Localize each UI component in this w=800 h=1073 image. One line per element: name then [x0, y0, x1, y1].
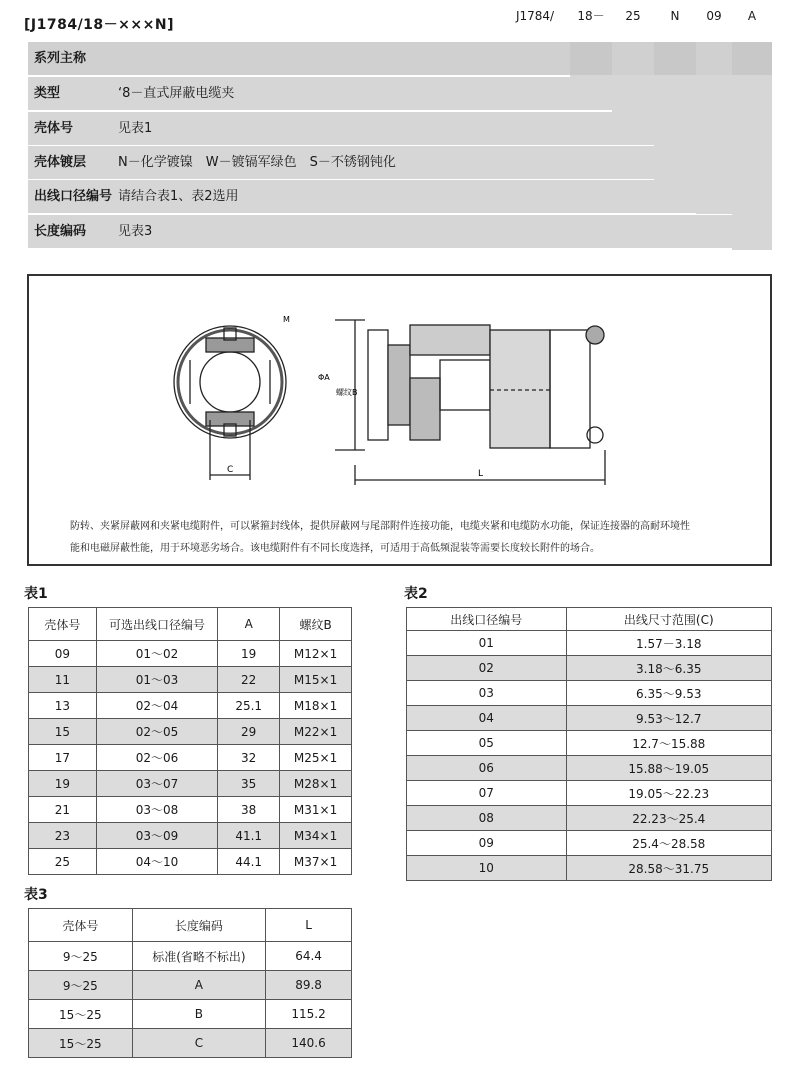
table-cell: 25.1 [218, 693, 280, 719]
dim-label-b: 螺纹B [336, 388, 358, 397]
drawing-note-line1: 防转、夹紧屏蔽网和夹紧电缆附件，可以紧箍封线体，提供屏蔽网与尾部附件连接功能，电缆夹紧和电缆防水功能，保证连接器的高耐环境性 [70, 521, 690, 532]
table-cell: 140.6 [266, 1029, 352, 1058]
table1-header: 可选出线口径编号 [96, 608, 218, 641]
drawing-note-line2: 能和电磁屏蔽性能，用于环境恶劣场合。该电缆附件有不同长度选择，可适用于高低频混装等需要长度较长附件的场合。 [70, 543, 600, 554]
table-row [29, 1029, 352, 1058]
table2-header: 出线口径编号 [407, 608, 567, 631]
table-cell: 1.57－3.18 [566, 631, 771, 656]
table-cell: 02～06 [96, 745, 218, 771]
code-box [654, 42, 696, 75]
table-cell: 3.18～6.35 [566, 656, 771, 681]
table3 [28, 908, 352, 1058]
table-cell: M31×1 [280, 797, 352, 823]
table-cell: 29 [218, 719, 280, 745]
table-cell: M34×1 [280, 823, 352, 849]
table-cell: 08 [407, 806, 567, 831]
table-cell: 9～25 [29, 971, 133, 1000]
ordering-row-plating [28, 146, 694, 179]
table-cell: 02～05 [96, 719, 218, 745]
table-cell: 6.35～9.53 [566, 681, 771, 706]
table-cell: 44.1 [218, 849, 280, 875]
table-cell: 09 [29, 641, 97, 667]
ordering-value: 请结合表1、表2选用 [118, 189, 239, 204]
table-row [29, 823, 352, 849]
table-cell: 02 [407, 656, 567, 681]
table-cell: 11 [29, 667, 97, 693]
ordering-value: 见表3 [118, 224, 153, 239]
table3-header: 长度编码 [132, 909, 266, 942]
table-cell: 07 [407, 781, 567, 806]
table-cell: M12×1 [280, 641, 352, 667]
table-cell: B [132, 1000, 266, 1029]
table-cell: M25×1 [280, 745, 352, 771]
table1-header: 螺纹B [280, 608, 352, 641]
code-series: J1784/ [515, 9, 555, 23]
table-row [407, 631, 772, 656]
table-row [29, 641, 352, 667]
connector-drawing [150, 300, 630, 490]
table-cell: M15×1 [280, 667, 352, 693]
table-row [407, 656, 772, 681]
table-cell: 15～25 [29, 1000, 133, 1029]
ordering-value: 见表1 [118, 121, 153, 136]
table-cell: 21 [29, 797, 97, 823]
code-outlet: 09 [706, 9, 722, 23]
table-row [407, 756, 772, 781]
table-row [407, 681, 772, 706]
table-row [29, 771, 352, 797]
table-row [29, 667, 352, 693]
table1 [28, 607, 352, 875]
table2-header: 出线尺寸范围(C) [566, 608, 771, 631]
table-row [29, 971, 352, 1000]
table-row [29, 719, 352, 745]
table-row [407, 806, 772, 831]
table-cell: 15.88～19.05 [566, 756, 771, 781]
dim-label-c: C [227, 465, 234, 475]
ordering-value: ‘8－直式屏蔽电缆夹 [118, 86, 235, 101]
table-cell: M37×1 [280, 849, 352, 875]
table-cell: 9～25 [29, 942, 133, 971]
table-cell: 22 [218, 667, 280, 693]
table1-caption: 表1 [24, 586, 48, 602]
dim-label-l: L [478, 469, 484, 479]
table-cell: 35 [218, 771, 280, 797]
table-row [407, 706, 772, 731]
table-cell: 41.1 [218, 823, 280, 849]
table-cell: M28×1 [280, 771, 352, 797]
code-shell: 25 [625, 9, 641, 23]
table-cell: 28.58～31.75 [566, 856, 771, 881]
table-cell: 02～04 [96, 693, 218, 719]
table-cell: 17 [29, 745, 97, 771]
table1-header: 壳体号 [29, 608, 97, 641]
table-cell: 05 [407, 731, 567, 756]
table3-header: 壳体号 [29, 909, 133, 942]
table-cell: 01 [407, 631, 567, 656]
table-cell: 03～07 [96, 771, 218, 797]
dim-label-m: M [283, 315, 290, 324]
table2-caption: 表2 [404, 586, 428, 602]
ordering-value: N－化学镀镍 W－镀镉军绿色 S－不锈钢钝化 [118, 155, 396, 170]
table1-header: A [218, 608, 280, 641]
code-box [570, 42, 612, 75]
table-cell: 12.7～15.88 [566, 731, 771, 756]
ordering-row-length [28, 215, 772, 248]
table-row [407, 781, 772, 806]
table-cell: 89.8 [266, 971, 352, 1000]
ordering-label: 壳体号 [34, 121, 74, 136]
table-row [407, 856, 772, 881]
table-cell: 01～02 [96, 641, 218, 667]
table-cell: 04 [407, 706, 567, 731]
code-plating: N [670, 9, 680, 23]
table-row [29, 849, 352, 875]
table3-header: L [266, 909, 352, 942]
table-cell: 25 [29, 849, 97, 875]
dim-label-a: ΦA [318, 373, 330, 382]
table-cell: 01～03 [96, 667, 218, 693]
table-cell: 03～08 [96, 797, 218, 823]
table3-caption: 表3 [24, 887, 48, 903]
table-cell: 23 [29, 823, 97, 849]
table-cell: 19 [218, 641, 280, 667]
table-cell: M22×1 [280, 719, 352, 745]
ordering-row-outlet [28, 180, 732, 213]
table-row [29, 797, 352, 823]
table-cell: 03 [407, 681, 567, 706]
page-title: [J1784/18－×××N] [24, 17, 174, 33]
table-cell: 13 [29, 693, 97, 719]
table-cell: 25.4～28.58 [566, 831, 771, 856]
table-cell: 32 [218, 745, 280, 771]
table-row [29, 1000, 352, 1029]
table-cell: 38 [218, 797, 280, 823]
table-cell: 115.2 [266, 1000, 352, 1029]
table-cell: 19.05～22.23 [566, 781, 771, 806]
table-cell: 15～25 [29, 1029, 133, 1058]
table-cell: A [132, 971, 266, 1000]
table-cell: 15 [29, 719, 97, 745]
ordering-label: 出线口径编号 [34, 189, 113, 204]
table-row [29, 693, 352, 719]
table2 [406, 607, 772, 881]
code-box [732, 42, 772, 75]
table-cell: 04～10 [96, 849, 218, 875]
ordering-label: 壳体镀层 [34, 155, 87, 170]
ordering-label: 长度编码 [34, 224, 87, 239]
code-length: A [747, 9, 757, 23]
table-cell: 03～09 [96, 823, 218, 849]
table-row [407, 731, 772, 756]
table-row [29, 942, 352, 971]
table-cell: 标准(省略不标出) [132, 942, 266, 971]
table-cell: M18×1 [280, 693, 352, 719]
table-cell: C [132, 1029, 266, 1058]
table-cell: 10 [407, 856, 567, 881]
table-cell: 64.4 [266, 942, 352, 971]
code-type: 18－ [577, 9, 605, 23]
table-cell: 22.23～25.4 [566, 806, 771, 831]
table-cell: 06 [407, 756, 567, 781]
table-cell: 09 [407, 831, 567, 856]
table-row [407, 831, 772, 856]
table-row [29, 745, 352, 771]
ordering-label: 系列主称 [34, 51, 87, 66]
ordering-row-shell [28, 112, 652, 145]
table-cell: 19 [29, 771, 97, 797]
table-cell: 9.53～12.7 [566, 706, 771, 731]
ordering-row-type [28, 77, 610, 110]
ordering-label: 类型 [34, 86, 61, 101]
